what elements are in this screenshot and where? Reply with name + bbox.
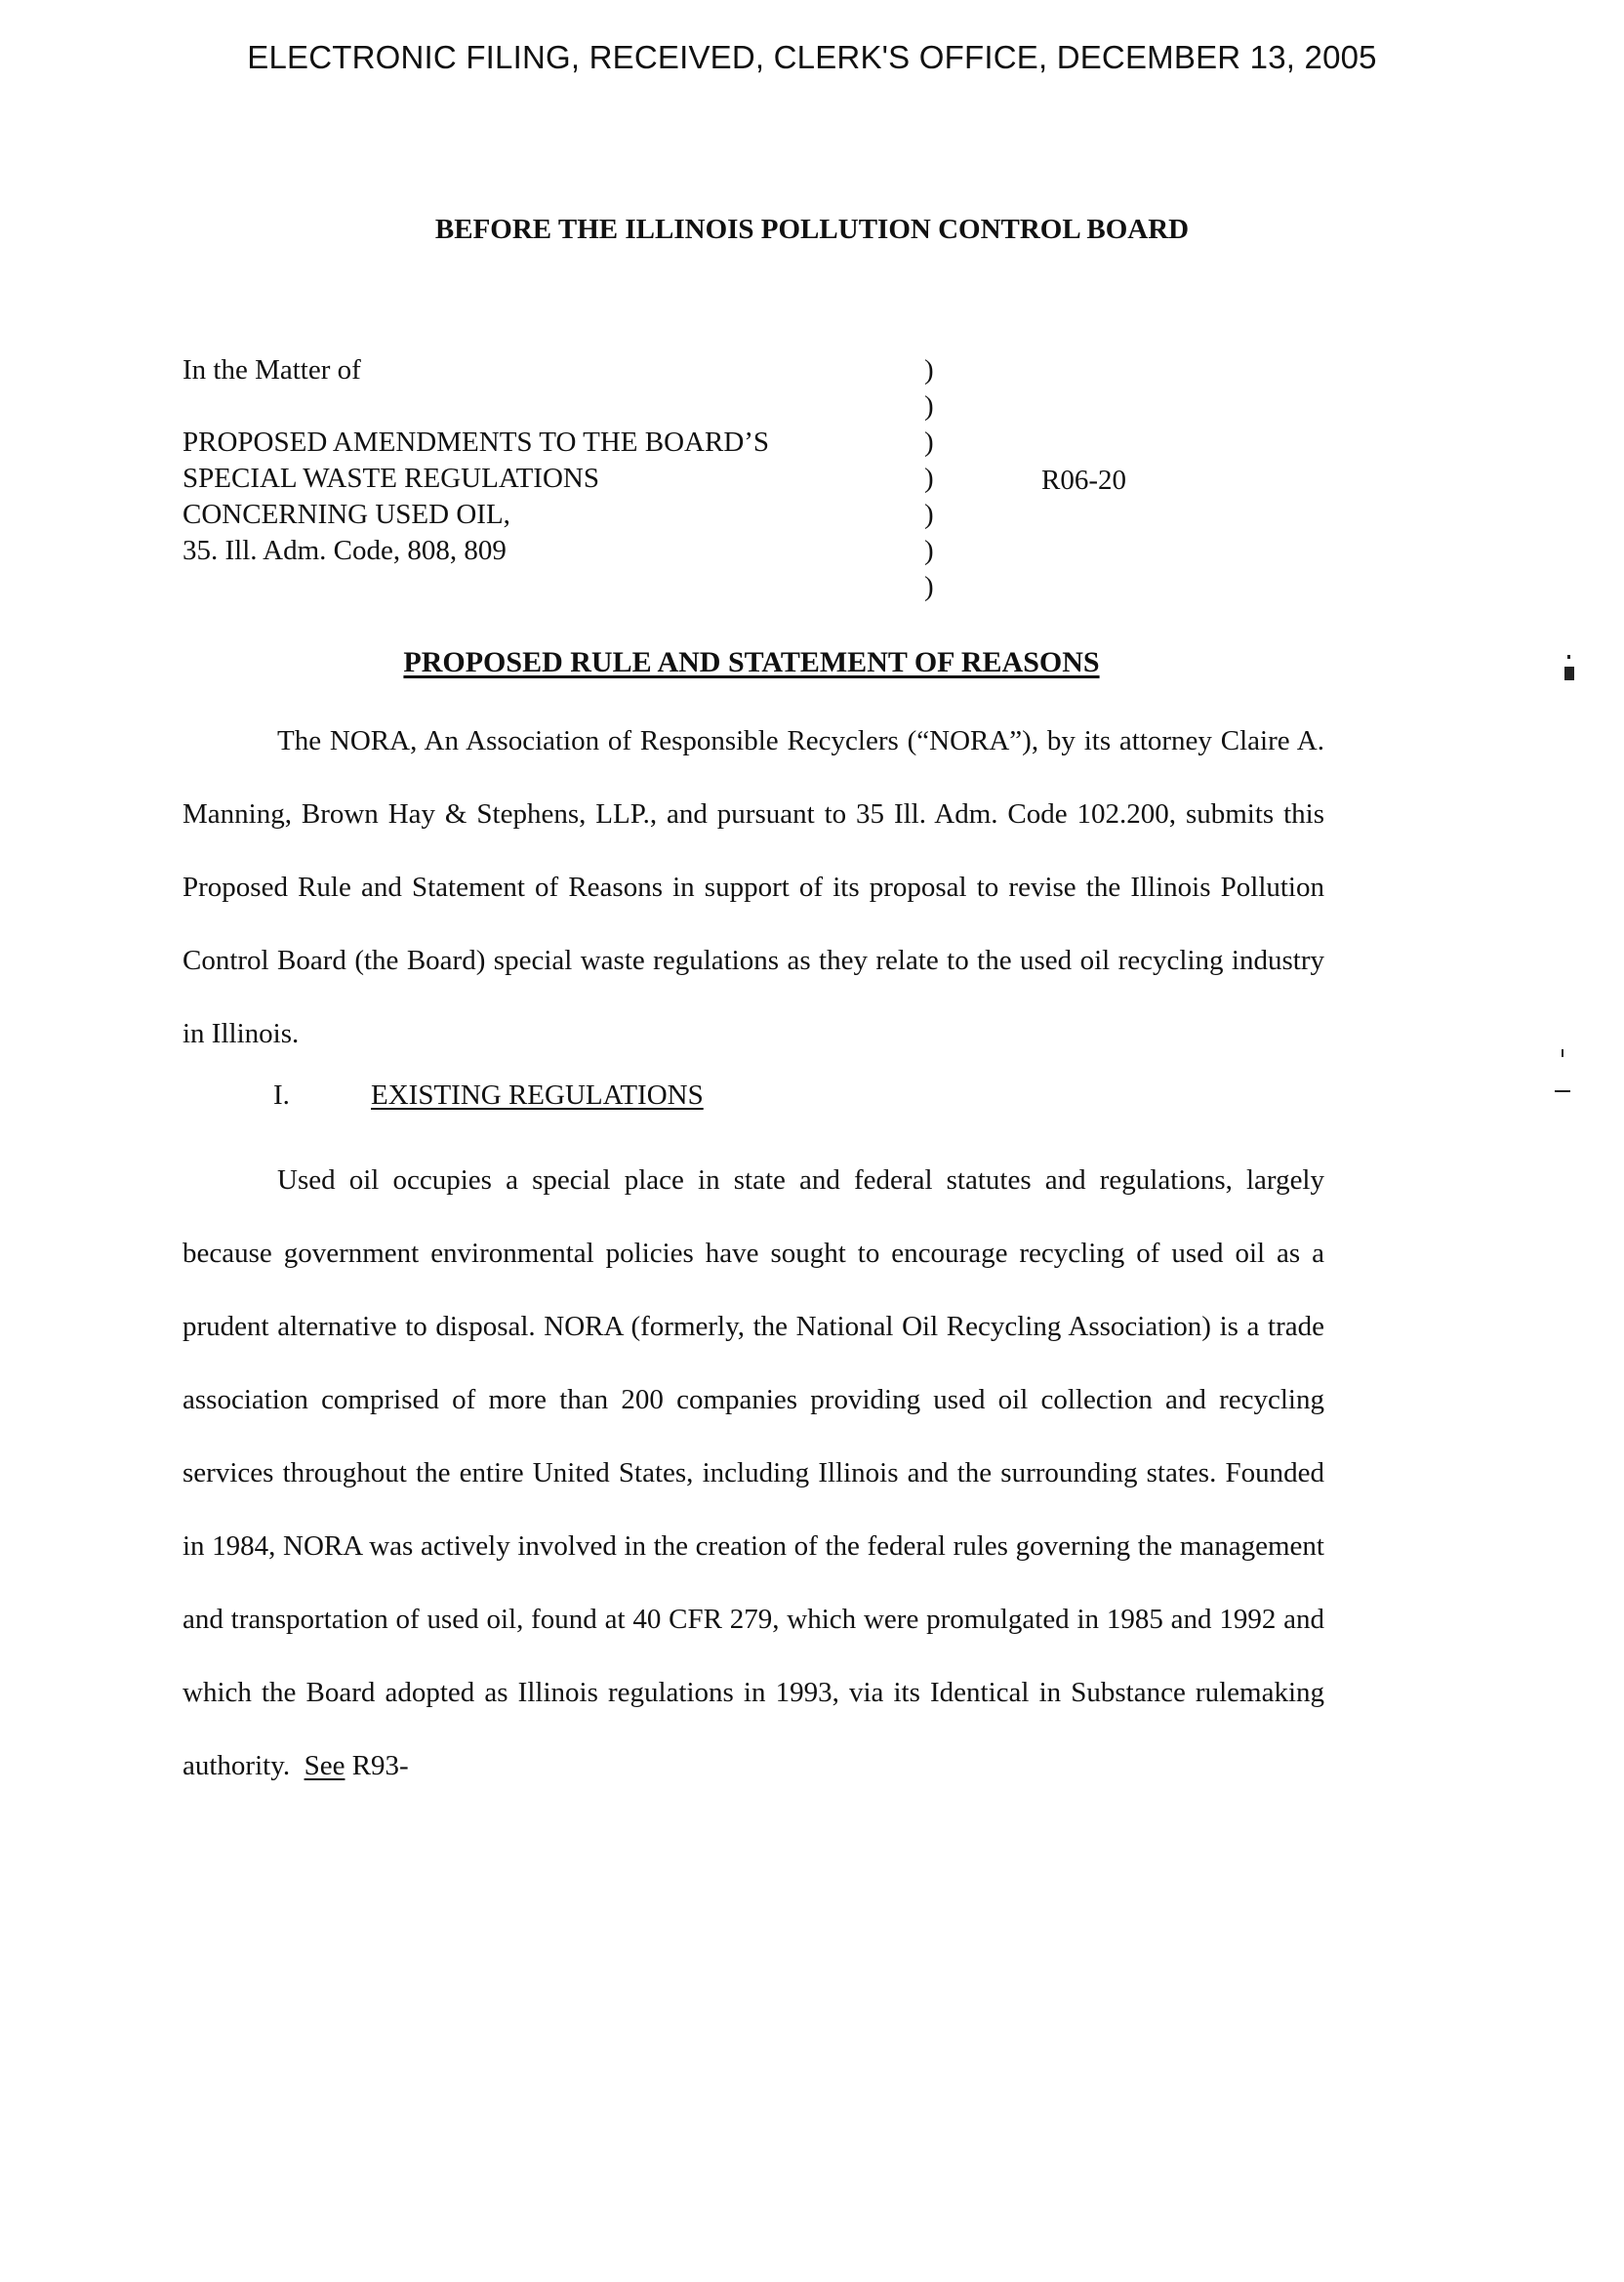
caption-spacer: [183, 388, 769, 425]
filing-stamp: ELECTRONIC FILING, RECEIVED, CLERK'S OFFICE, DECEMBER 13, 2005: [247, 39, 1377, 75]
caption-line: CONCERNING USED OIL,: [183, 499, 510, 530]
case-caption: [183, 352, 769, 569]
parenthesis: ): [924, 390, 934, 422]
caption-line: 35. Ill. Adm. Code, 808, 809: [183, 535, 507, 566]
scan-artifact: [1555, 1090, 1570, 1092]
section-title: EXISTING REGULATIONS: [371, 1080, 704, 1111]
parenthesis: ): [924, 499, 934, 530]
parenthesis: ): [924, 463, 934, 494]
matter-label: In the Matter of: [183, 354, 361, 386]
document-title: PROPOSED RULE AND STATEMENT OF REASONS: [403, 646, 1100, 678]
citation-continuation: R93-: [351, 1750, 409, 1781]
caption-line: PROPOSED AMENDMENTS TO THE BOARD’S: [183, 427, 770, 458]
intro-paragraph: The NORA, An Association of Responsible Recyclers (“NORA”), by its attorney Claire A. Manning, Brown Hay & Stephens, LLP., and pursuant to 35 Ill. Adm. Code 102.200, submits this Proposed Rule and Statement of Reasons in support of its proposal to revise the Illinois Pollution Control Board (the Board) special waste regulations as they relate to the used oil recycling industry in Illinois.: [183, 725, 1324, 1049]
docket-number: R06-20: [1041, 465, 1126, 496]
scan-artifact: [1567, 655, 1570, 659]
section-number: I.: [273, 1080, 290, 1111]
section-heading: [273, 1080, 704, 1112]
scan-artifact: [1564, 667, 1574, 680]
section-paragraph: [183, 1144, 1324, 1803]
board-heading: BEFORE THE ILLINOIS POLLUTION CONTROL BOARD: [434, 214, 1190, 245]
see-citation-signal: See: [304, 1750, 345, 1781]
caption-line: SPECIAL WASTE REGULATIONS: [183, 463, 599, 494]
paragraph-text: Used oil occupies a special place in state and federal statutes and regulations, largely because government environmental policies have sought to encourage recycling of used oil as a prudent alternative to disposal. NORA (formerly, the National Oil Recycling Association) is a trade association comprised of more than 200 companies providing used oil collection and recycling services throughout the entire United States, including Illinois and the surrounding states. Founded in 1984, NORA was actively involved in the creation of the federal rules governing the management and transportation of used oil, found at 40 CFR 279, which were promulgated in 1985 and 1992 and which the Board adopted as Illinois regulations in 1993, via its Identical in Substance rulemaking authority.: [183, 1164, 1324, 1781]
scan-artifact: [1562, 1049, 1563, 1057]
parenthesis: ): [924, 427, 934, 458]
caption-parentheses: [924, 352, 934, 605]
parenthesis: ): [924, 571, 934, 602]
parenthesis: ): [924, 535, 934, 566]
parenthesis: ): [924, 354, 934, 386]
